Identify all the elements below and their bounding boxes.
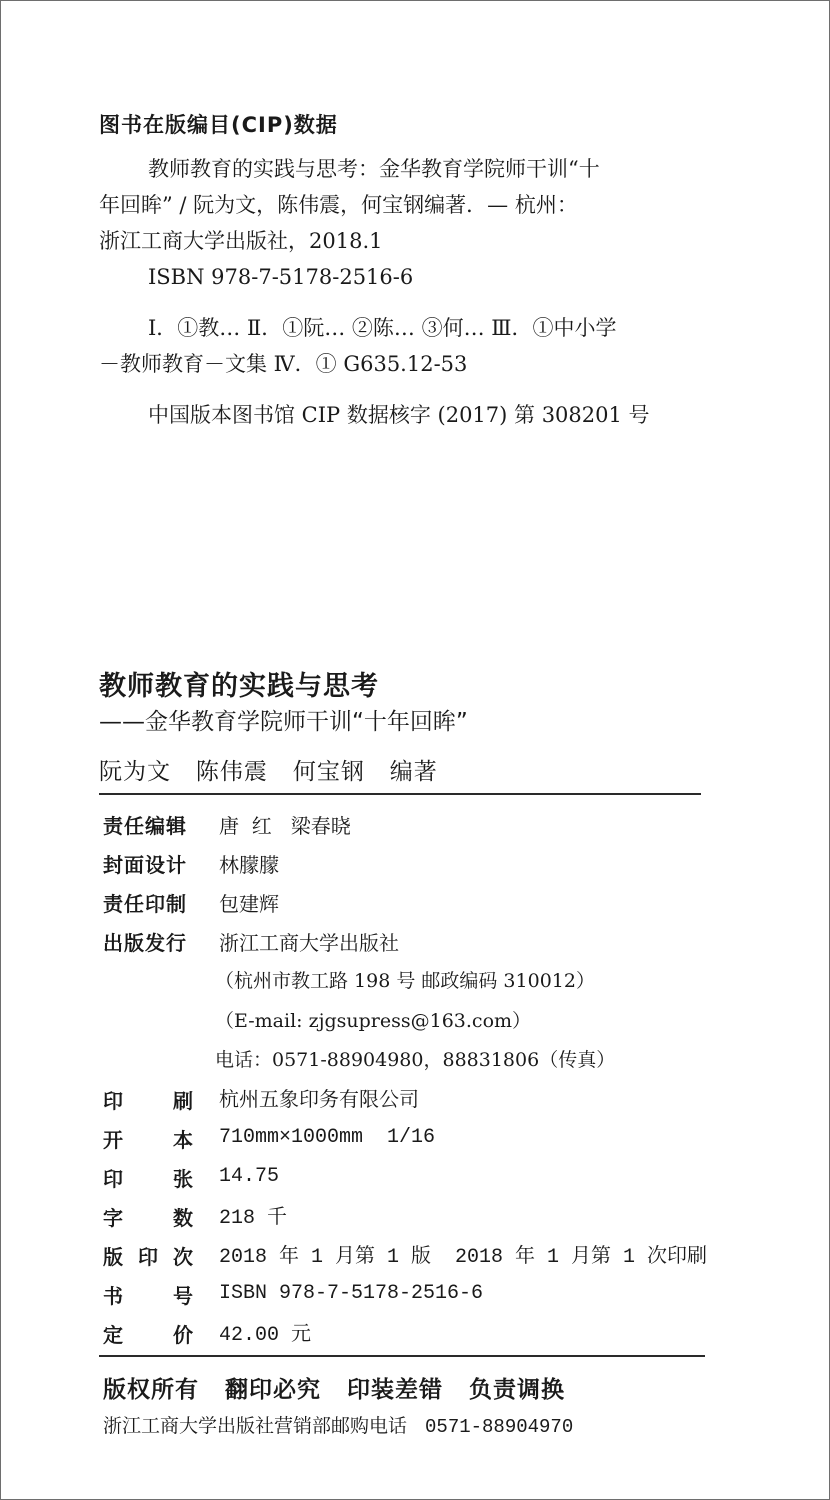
cip-title-line: 浙江工商大学出版社，2018.1 (99, 229, 383, 253)
spec-label-char: 次 (173, 1245, 193, 1269)
copyright-phrase: 负责调换 (469, 1377, 565, 1403)
spec-row-printer (103, 1082, 419, 1114)
spec-value: 218 千 (219, 1207, 288, 1230)
spec-value: 杭州五象印务有限公司 (219, 1090, 419, 1113)
cip-isbn: ISBN 978-7-5178-2516-6 (148, 265, 414, 289)
spec-label-char: 印 (103, 1089, 123, 1113)
credit-row-publisher (103, 925, 399, 957)
spec-row-format (103, 1121, 435, 1153)
spec-label-char: 数 (173, 1206, 193, 1230)
spec-label-char: 价 (173, 1323, 193, 1347)
spec-value: 14.75 (219, 1164, 280, 1188)
spec-label (103, 1277, 219, 1309)
credit-label: 责任印制 (103, 891, 187, 916)
spec-label-char: 张 (173, 1167, 193, 1191)
spec-label-char: 印 (103, 1167, 123, 1191)
credit-row-cover-design (103, 847, 279, 879)
copyright-phrase: 翻印必究 (225, 1377, 321, 1403)
spec-label (103, 1121, 219, 1153)
spec-value: 2018 年 1 月第 1 版 2018 年 1 月第 1 次印刷 (219, 1246, 708, 1269)
copyright-notice (103, 1371, 565, 1404)
spec-label (103, 1082, 219, 1114)
divider-bottom (99, 1355, 705, 1357)
copyright-phrase: 印装差错 (347, 1377, 443, 1403)
credit-value: 包建辉 (219, 891, 279, 916)
mail-order-line (103, 1411, 573, 1438)
credit-label: 责任编辑 (103, 813, 187, 838)
spec-row-edition (103, 1238, 707, 1270)
spec-value: ISBN 978-7-5178-2516-6 (219, 1281, 484, 1305)
cip-classification-line: Ⅰ．①教… Ⅱ．①阮… ②陈… ③何… Ⅲ．①中小学 (148, 316, 617, 340)
spec-value: 42.00 元 (219, 1324, 312, 1347)
spec-label-char: 定 (103, 1323, 123, 1347)
cip-header: 图书在版编目(CIP)数据 (99, 113, 338, 137)
spec-label (103, 1316, 219, 1348)
spec-label-char: 印 (138, 1245, 158, 1269)
credit-value: 浙江工商大学出版社 (219, 930, 399, 955)
spec-label-char: 版 (103, 1245, 123, 1269)
spec-value: 710mm×1000mm 1/16 (219, 1125, 436, 1149)
credit-row-printing-manager (103, 886, 279, 918)
spec-label (103, 1160, 219, 1192)
spec-label-char: 书 (103, 1284, 123, 1308)
credit-label: 出版发行 (103, 930, 187, 955)
mail-order-label: 浙江工商大学出版社营销部邮购电话 (103, 1415, 408, 1437)
credit-value: 林朦朦 (219, 852, 279, 877)
credit-row-editor (103, 808, 351, 840)
copyright-phrase: 版权所有 (103, 1377, 199, 1403)
cip-classification-line: －教师教育－文集 Ⅳ．① G635.12-53 (99, 352, 468, 376)
spec-label-char: 号 (173, 1284, 193, 1308)
book-authors: 阮为文 陈伟震 何宝钢 编著 (99, 759, 438, 785)
divider-top (99, 793, 701, 795)
book-title: 教师教育的实践与思考 (99, 671, 379, 702)
spec-label-char: 本 (173, 1128, 193, 1152)
publisher-email: （E-mail: zjgsupress@163.com） (215, 1010, 532, 1032)
cip-title-line: 年回眸” / 阮为文，陈伟震，何宝钢编著．— 杭州： (99, 193, 578, 217)
publisher-address: （杭州市教工路 198 号 邮政编码 310012） (215, 970, 595, 992)
publisher-phone: 电话：0571-88904980，88831806（传真） (215, 1049, 616, 1071)
spec-row-isbn (103, 1277, 483, 1309)
spec-label-char: 字 (103, 1206, 123, 1230)
cip-title-line: 教师教育的实践与思考：金华教育学院师干训“十 (148, 157, 600, 181)
spec-row-price (103, 1316, 311, 1348)
spec-label (103, 1238, 219, 1270)
spec-row-sheets (103, 1160, 279, 1192)
spec-label (103, 1199, 219, 1231)
spec-label-char: 开 (103, 1128, 123, 1152)
mail-order-phone: 0571-88904970 (425, 1416, 574, 1438)
credit-label: 封面设计 (103, 852, 187, 877)
credit-value: 唐 红 梁春晓 (219, 813, 351, 838)
spec-row-word-count (103, 1199, 287, 1231)
spec-label-char: 刷 (173, 1089, 193, 1113)
cip-nlc-record: 中国版本图书馆 CIP 数据核字 (2017) 第 308201 号 (148, 403, 650, 427)
book-subtitle: ——金华教育学院师干训“十年回眸” (99, 709, 468, 735)
